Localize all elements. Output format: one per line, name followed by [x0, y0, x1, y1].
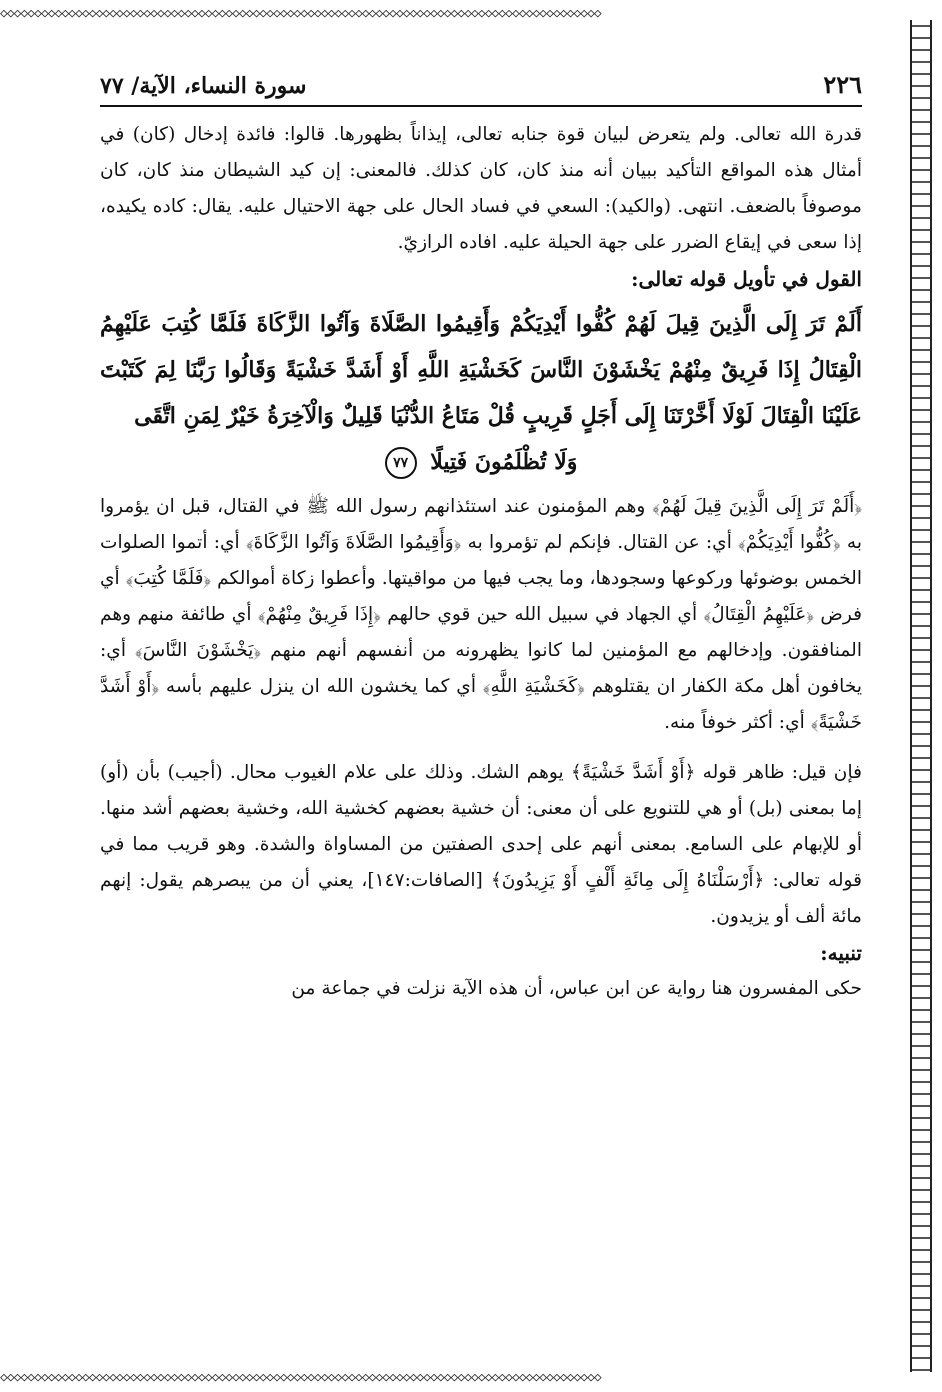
running-header — [100, 70, 862, 107]
verse-number-medallion: ٧٧ — [385, 447, 417, 479]
section-heading: القول في تأويل قوله تعالى: — [631, 267, 862, 291]
side-ornament-border — [910, 20, 932, 1372]
paragraph-note: حكى المفسرون هنا رواية عن ابن عباس، أن هذه الآية نزلت في جماعة من — [291, 978, 862, 999]
page-body — [100, 117, 862, 1007]
verse-text: أَلَمْ تَرَ إِلَى الَّذِينَ قِيلَ لَهُمْ كُفُّوا أَيْدِيَكُمْ وَأَقِيمُوا الصَّلَاةَ وَآتُوا الزَّكَاةَ فَلَمَّا كُتِبَ عَلَيْهِمُ الْقِتَالُ إِذَا فَرِيقٌ مِنْهُمْ يَخْشَوْنَ النَّاسَ كَخَشْيَةِ اللَّهِ أَوْ أَشَدَّ خَشْيَةً وَقَالُوا رَبَّنَا لِمَ كَتَبْتَ عَلَيْنَا الْقِتَالَ لَوْلَا أَخَّرْتَنَا إِلَى أَجَلٍ قَرِيبٍ قُلْ مَتَاعُ الدُّنْيَا قَلِيلٌ وَالْآخِرَةُ خَيْرٌ لِمَنِ اتَّقَى — [100, 311, 862, 429]
note-heading: تنبيه: — [820, 941, 862, 965]
page-number: ٢٢٦ — [823, 70, 862, 99]
paragraph-intro: قدرة الله تعالى. ولم يتعرض لبيان قوة جنابه تعالى، إيذاناً بظهورها. قالوا: فائدة إدخال (كان) في أمثال هذه المواقع التأكيد ببيان أنه منذ كان، كان كذلك. فالمعنى: إن كيد الشيطان منذ كان، كان موصوفاً بالضعف. انتهى. (والكيد): السعي في فساد الحال على جهة الاحتيال عليه. يقال: كاده يكيده، إذا سعى في إيقاع الضرر على جهة الحيلة عليه. افاده الرازيّ. — [100, 124, 862, 253]
top-ornament-border: ◇◇◇◇◇◇◇◇◇◇◇◇◇◇◇◇◇◇◇◇◇◇◇◇◇◇◇◇◇◇◇◇◇◇◇◇◇◇◇◇◇◇◇◇◇◇◇◇◇◇◇◇◇◇◇◇◇◇◇◇◇◇◇◇◇◇◇◇◇◇◇◇◇◇◇◇◇◇◇◇◇◇◇◇◇◇◇◇ — [0, 6, 601, 21]
book-page — [100, 70, 862, 1322]
quran-verse — [100, 301, 862, 485]
paragraph-question: فإن قيل: ظاهر قوله ﴿أَوْ أَشَدَّ خَشْيَةً﴾ يوهم الشك. وذلك على علام الغيوب محال. (أجيب) بأن (أو) إما بمعنى (بل) أو هي للتنويع على أن معنى: أن خشية بعضهم كخشية الله، وخشية بعضهم أشد منها. أو للإبهام على السامع. بمعنى أنهم على إحدى الصفتين من المساواة والشدة. وهو قريب مما في قوله تعالى: ﴿أَرْسَلْنَاهُ إِلَى مِائَةِ أَلْفٍ أَوْ يَزِيدُونَ﴾ [الصافات:١٤٧]، يعني أن من يبصرهم يقول: إنهم مائة ألف أو يزيدون. — [100, 762, 862, 927]
bottom-ornament-border: ◇◇◇◇◇◇◇◇◇◇◇◇◇◇◇◇◇◇◇◇◇◇◇◇◇◇◇◇◇◇◇◇◇◇◇◇◇◇◇◇◇◇◇◇◇◇◇◇◇◇◇◇◇◇◇◇◇◇◇◇◇◇◇◇◇◇◇◇◇◇◇◇◇◇◇◇◇◇◇◇◇◇◇◇◇◇◇◇ — [0, 1370, 601, 1385]
verse-tail-line — [100, 439, 862, 485]
paragraph-commentary: ﴿أَلَمْ تَرَ إِلَى الَّذِينَ قِيلَ لَهُمْ﴾ وهم المؤمنون عند استئذانهم رسول الله ﷺ في القتال، قبل ان يؤمروا به ﴿كُفُّوا أَيْدِيَكُمْ﴾ أي: عن القتال. فإنكم لم تؤمروا به ﴿وَأَقِيمُوا الصَّلَاةَ وَآتُوا الزَّكَاةَ﴾ أي: أتموا الصلوات الخمس بوضوئها وركوعها وسجودها، وما يجب فيها من مواقيتها. وأعطوا زكاة أموالكم ﴿فَلَمَّا كُتِبَ﴾ أي فرض ﴿عَلَيْهِمُ الْقِتَالُ﴾ أي الجهاد في سبيل الله حين قوي حالهم ﴿إِذَا فَرِيقٌ مِنْهُمْ﴾ أي طائفة منهم وهم المنافقون. وإدخالهم مع المؤمنين لما كانوا يظهرونه من أنفسهم أنهم منهم ﴿يَخْشَوْنَ النَّاسَ﴾ أي: يخافون أهل مكة الكفار ان يقتلوهم ﴿كَخَشْيَةِ اللَّهِ﴾ أي كما يخشون الله ان ينزل عليهم بأسه ﴿أَوْ أَشَدَّ خَشْيَةً﴾ أي: أكثر خوفاً منه. — [100, 496, 862, 733]
paragraph-gap — [100, 741, 862, 755]
verse-tail-text: وَلَا تُظْلَمُونَ فَتِيلًا — [430, 449, 578, 475]
surah-title: سورة النساء، الآية/ ٧٧ — [100, 73, 307, 99]
